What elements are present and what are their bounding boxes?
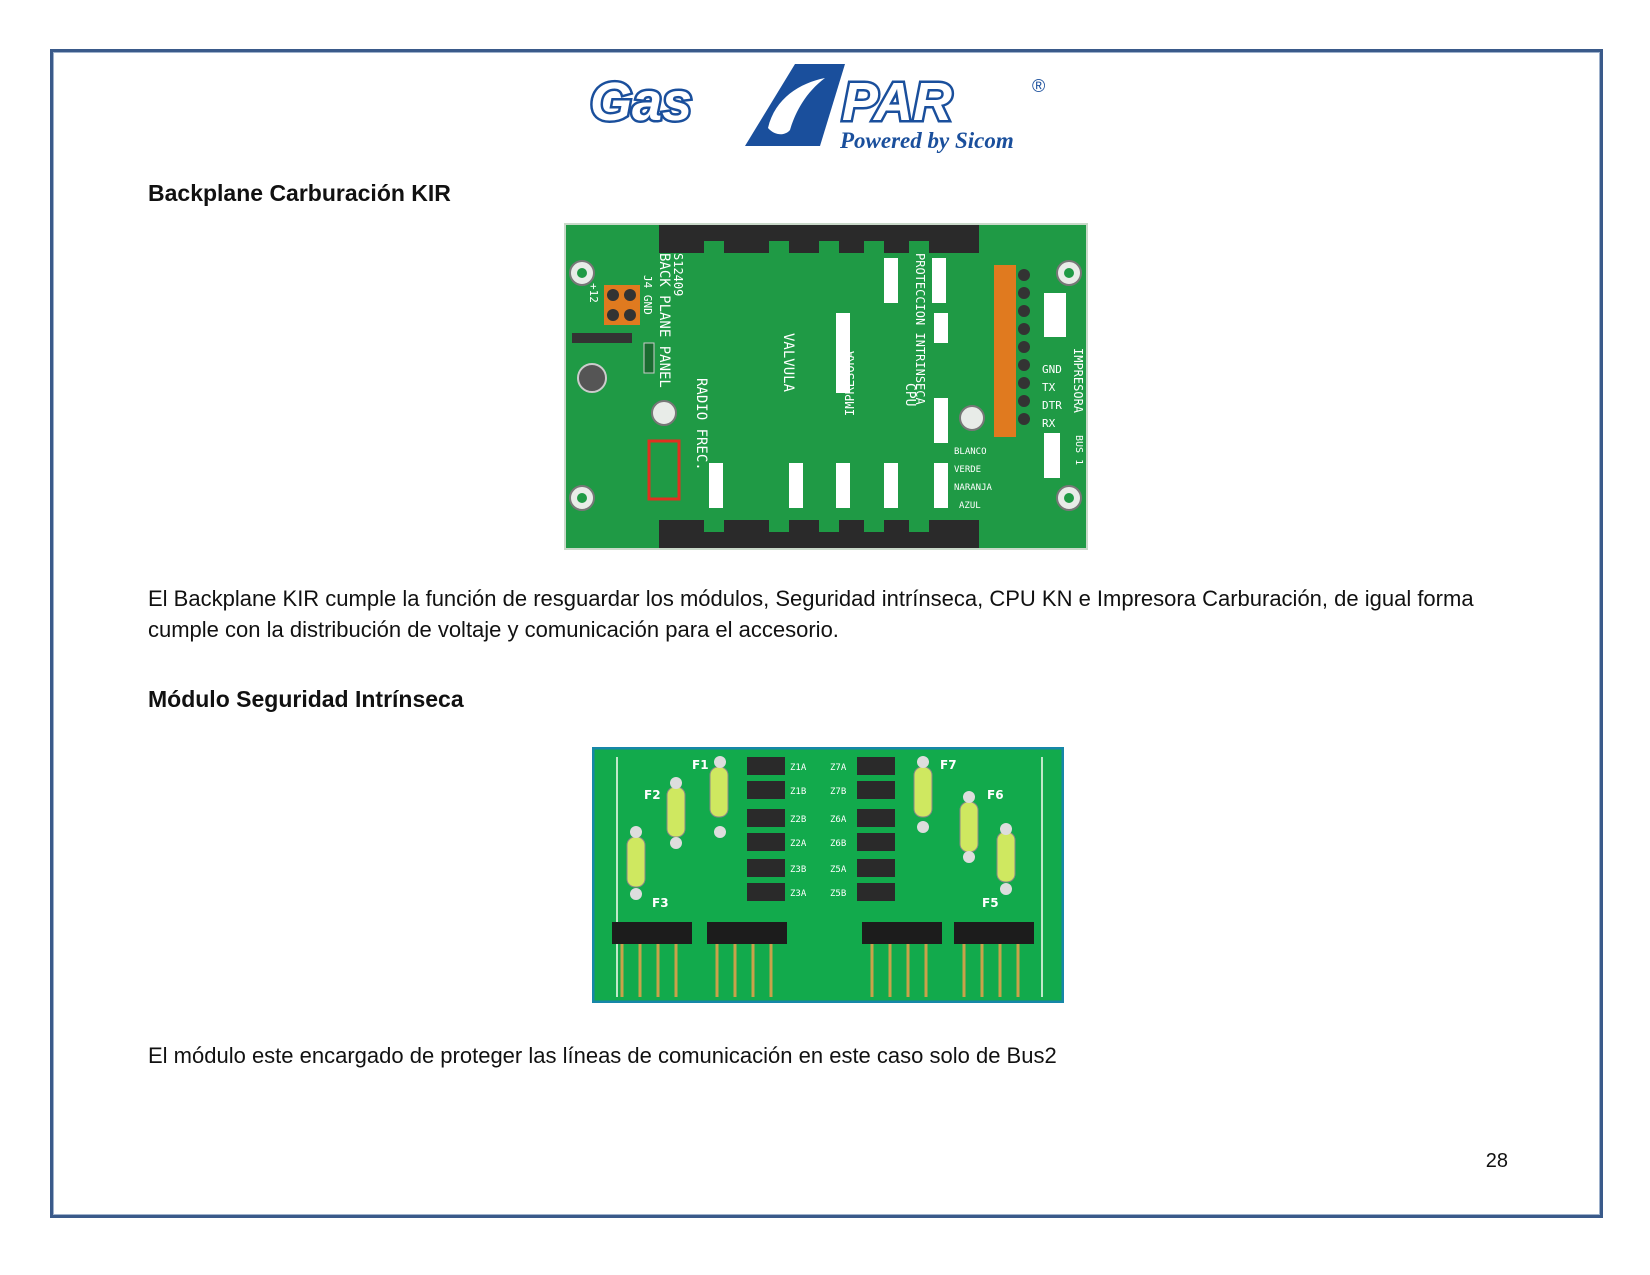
module-label-z6a: Z6A: [830, 815, 847, 825]
module-label-f3: F3: [652, 896, 669, 910]
board-label-valvula: VALVULA: [780, 333, 796, 393]
modulo-seguridad-image: [592, 747, 1064, 1003]
board-label-rx: RX: [1042, 417, 1056, 430]
module-label-z2a: Z2A: [790, 839, 807, 849]
flame-icon: [745, 64, 845, 146]
gaspar-logo: [590, 58, 1070, 158]
board-label-proteccion: PROTECCION INTRINSECA: [913, 253, 927, 405]
module-label-z1b: Z1B: [790, 787, 807, 797]
module-label-f1: F1: [692, 758, 709, 772]
section-heading-backplane: Backplane Carburación KIR: [148, 180, 451, 206]
logo-tagline: Powered by Sicom: [840, 128, 1014, 153]
board-label-gnd: GND: [1042, 363, 1062, 376]
module-label-z5a: Z5A: [830, 865, 847, 875]
module-label-z7a: Z7A: [830, 763, 847, 773]
module-label-f5: F5: [982, 896, 999, 910]
logo-brand-right: PAR: [842, 72, 953, 132]
module-label-z3b: Z3B: [790, 865, 807, 875]
board-label-azul: AZUL: [959, 501, 981, 511]
section-heading-modulo: Módulo Seguridad Intrínseca: [148, 686, 464, 712]
module-label-f7: F7: [940, 758, 957, 772]
paragraph-modulo: El módulo este encargado de proteger las líneas de comunicación en este caso solo de Bus2: [148, 1043, 1057, 1068]
registered-mark: ®: [1032, 76, 1046, 96]
board-label-bus1: BUS 1: [1073, 435, 1084, 466]
board-label-j4gnd: J4 GND: [641, 275, 654, 315]
board-label-plus12: +12: [587, 283, 600, 303]
board-label-title: BACK PLANE PANEL: [656, 253, 672, 388]
logo-brand-left: Gas: [590, 72, 693, 132]
board-label-serial: S12409: [671, 253, 685, 297]
board-label-cpu: CPU: [902, 383, 917, 407]
board-label-tx: TX: [1042, 381, 1056, 394]
board-label-impresora: IMPRESORA: [843, 350, 857, 416]
board-label-verde: VERDE: [954, 465, 982, 475]
module-label-z2b: Z2B: [790, 815, 807, 825]
module-label-f2: F2: [644, 788, 661, 802]
module-label-z7b: Z7B: [830, 787, 847, 797]
module-label-z3a: Z3A: [790, 889, 807, 899]
board-label-radio: RADIO FREC.: [693, 378, 709, 471]
module-label-f6: F6: [987, 788, 1004, 802]
module-label-z6b: Z6B: [830, 839, 847, 849]
board-label-blanco: BLANCO: [954, 447, 987, 457]
page-number: 28: [1485, 1150, 1508, 1172]
module-label-z5b: Z5B: [830, 889, 847, 899]
paragraph-backplane: El Backplane KIR cumple la función de resguardar los módulos, Seguridad intrínseca, CPU KN e Impresora Carburación, de igual forma cumple con la distribución de voltaje y comunicación para el accesorio.: [148, 586, 1474, 642]
module-label-z1a: Z1A: [790, 763, 807, 773]
backplane-board-image: [564, 223, 1088, 550]
board-label-dtr: DTR: [1042, 399, 1062, 412]
board-label-impresora-right: IMPRESORA: [1071, 348, 1085, 414]
board-label-naranja: NARANJA: [954, 483, 992, 493]
